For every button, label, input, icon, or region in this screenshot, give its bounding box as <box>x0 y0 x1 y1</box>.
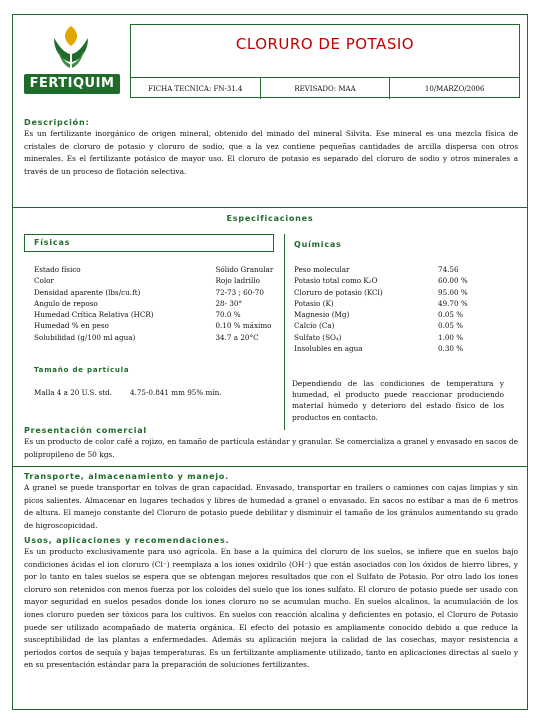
divider <box>12 466 528 467</box>
quimicas-title: Químicas <box>294 240 342 249</box>
table-row: Potasio total como K₂O 60.00 % <box>294 276 468 286</box>
table-row: Cloruro de potasio (KCl) 95.00 % <box>294 287 468 297</box>
descripcion-title: Descripción: <box>24 118 90 127</box>
descripcion-section <box>24 118 518 178</box>
header-box <box>130 24 520 98</box>
presentacion-text: Es un producto de color café a rojizo, en tamaño de partícula estándar y granular. Se comercializa a granel y envasado en sacos de polipropileno de 50 kgs. <box>24 437 518 459</box>
table-row: Peso molecular 74.56 <box>294 265 459 274</box>
table-row: Potasio (K) 49.70 % <box>294 298 468 308</box>
ficha-tecnica: FICHA TECNICA: FN-31.4 <box>131 78 261 99</box>
table-row: Estado físico Sólido Granular <box>34 265 274 274</box>
fertiquim-logo <box>24 24 120 100</box>
column-divider <box>284 234 285 430</box>
logo-wordmark: FERTIQUIM <box>24 74 120 94</box>
divider <box>12 207 528 208</box>
usos-text: Es un producto exclusivamente para uso agrícola. En base a la química del cloruro de los suelos, se infiere que en suelos bajo condiciones ácidas el ion cloruro (Cl⁻) reemplaza a los iones oxidrilo (OH⁻) que están asociados con los óxidos de hierro libres, y por lo tanto en tales suelos se espera que se obtengan mejores resultados que con el Sulfato de Potasio. Por otro lado los iones cloruro son retenidos con menos fuerza por los coloides del suelo que los iones sulfato. El cloruro de potasio puede ser usado con mayor seguridad en suelos pesados donde los iones cloruro no se acumulan mucho. En suelos alcalinos, la acumulación de los iones cloruro pueden ser tóxicos para los cultivos. En suelos con reacción alcalina y deficientes en potasio, el Cloruro de Potasio puede ser utilizado acompañado de materia orgánica. El efecto del potasio es ampliamente conocido debido a que reduce la susceptibilidad de las plantas a enfermedades. Además su aplicación mejora la calidad de las cosechas, mayor resistencia a periodos cortos de sequía y bajas temperaturas. Es un fertilizante ampliamente utilizado, tanto en aplicaciones directas al suelo y en su presentación estándar para la preparación de soluciones fertilizantes. <box>24 547 518 670</box>
table-row: Angulo de reposo 28- 30° <box>34 298 243 308</box>
transporte-title: Transporte, almacenamiento y manejo. <box>24 472 229 481</box>
tamano-valor: 4.75-0.841 mm 95% mín. <box>130 388 222 397</box>
table-row: Solubilidad (g/100 ml agua) 34.7 a 20°C <box>34 332 259 342</box>
table-row: Humedad % en peso 0.10 % máximo <box>34 321 272 331</box>
transporte-text: A granel se puede transportar en tolvas de gran capacidad. Envasado, transportar en trailers o camiones con cajas limpias y sin picos salientes. Almacenar en lugares techados y libres de humedad a granel o envasado. En sacos no estibar a mas de 6 metros de altura. El manejo constante del Cloruro de potasio puede debilitar y disminuir el tamaño de los gránulos aumentando su grado de higroscopicidad. <box>24 483 518 530</box>
usos-section <box>24 536 518 672</box>
table-row: Humedad Crítica Relativa (HCR) 70.0 % <box>34 310 241 320</box>
especificaciones-title: Especificaciones <box>226 214 314 223</box>
fisicas-table <box>34 264 274 343</box>
revisado: REVISADO: MAA <box>261 78 391 99</box>
descripcion-text: Es un fertilizante inorgánico de origen mineral, obtenido del minado del mineral Silvita. Ese mineral es una mezcla física de cristales de cloruro de potasio y cloruro de sodio, que a la vez contiene pequeñas cantidades de arcilla dispersa con otros minerales. Es el fertilizante potásico de mayor uso. El cloruro de potasio es separado del cloruro de sodio y otros minerales a través de un proceso de flotación selectiva. <box>24 129 518 176</box>
table-row: Color Rojo ladrillo <box>34 276 260 286</box>
page-title: CLORURO DE POTASIO <box>235 35 415 53</box>
table-row: Sulfato (SO₄) 1.00 % <box>294 332 464 342</box>
table-row: Insolubles en agua 0.30 % <box>294 344 464 354</box>
table-row: Calcio (Ca) 0.05 % <box>294 321 464 331</box>
usos-title: Usos, aplicaciones y recomendaciones. <box>24 536 230 545</box>
table-row: Magnesio (Mg) 0.05 % <box>294 310 464 320</box>
meta-row <box>131 77 519 99</box>
tamano-malla: Malla 4 a 20 U.S. std. <box>34 388 113 397</box>
tamano-title: Tamaño de partícula <box>34 366 130 374</box>
presentacion-title: Presentación comercial <box>24 426 147 435</box>
tamano-row <box>34 388 284 397</box>
presentacion-section <box>24 426 518 461</box>
fisicas-title: Físicas <box>34 238 71 247</box>
table-row: Densidad aparente (lbs/cu.ft) 72-73 ; 60-70 <box>34 287 264 297</box>
fecha: 10/MARZO/2006 <box>424 85 485 93</box>
fertiquim-logo-icon <box>50 24 92 72</box>
transporte-section <box>24 472 518 532</box>
quimicas-table <box>294 264 494 354</box>
storage-note: Dependiendo de las condiciones de temperatura y humedad, el producto puede reaccionar produciendo material húmedo y deterioro del estado físico de los productos en contacto. <box>292 379 504 422</box>
